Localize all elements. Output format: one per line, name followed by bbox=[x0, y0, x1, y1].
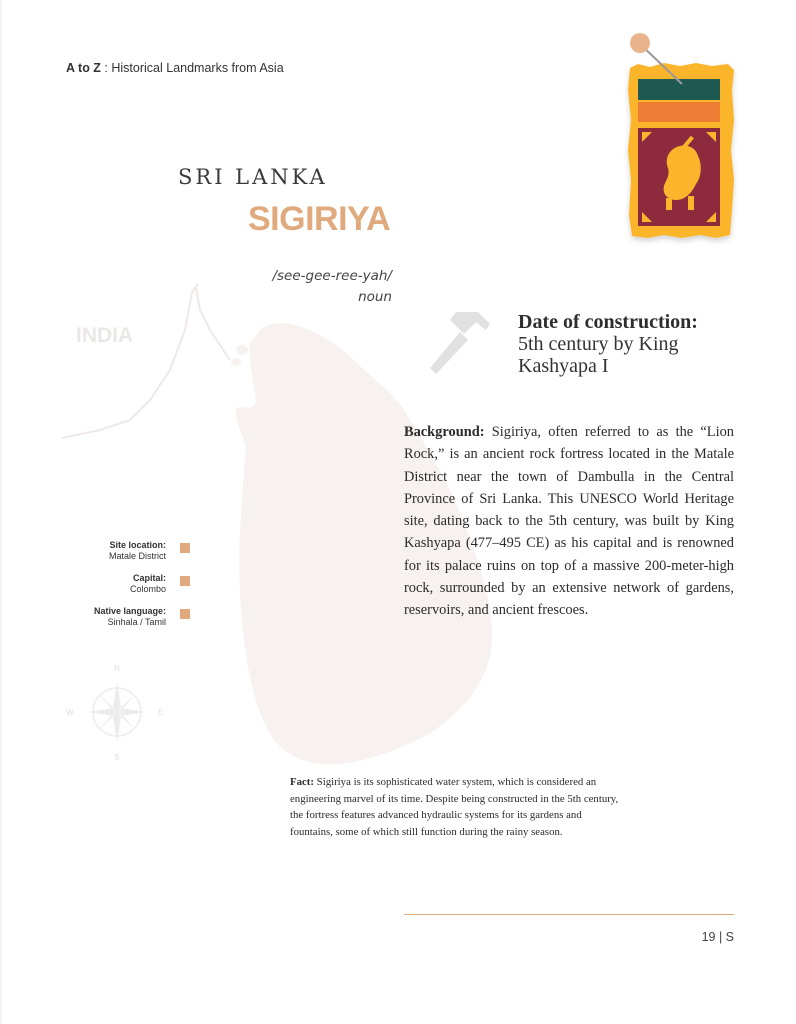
construction-label: Date of construction: bbox=[518, 311, 698, 333]
hammer-icon bbox=[428, 308, 504, 380]
india-coastline bbox=[62, 284, 198, 438]
fact-label: Native language: bbox=[93, 606, 166, 616]
landmark-name: SIGIRIYA bbox=[248, 200, 391, 238]
fact-box-label: Fact: bbox=[290, 776, 314, 788]
part-of-speech: noun bbox=[358, 289, 392, 305]
push-pin-icon bbox=[630, 33, 650, 53]
fact-marker bbox=[180, 609, 190, 619]
footer-rule bbox=[404, 914, 734, 915]
sri-lanka-flag bbox=[620, 30, 740, 245]
fact-paragraph bbox=[290, 774, 620, 840]
fact-site-location bbox=[94, 540, 166, 562]
series-header bbox=[66, 61, 284, 75]
page-number: 19 | S bbox=[701, 930, 734, 944]
fact-marker bbox=[180, 576, 190, 586]
fact-value: Colombo bbox=[129, 584, 166, 594]
background-text: Sigiriya, often referred to as the “Lion Rock,” is an ancient rock fortress located in the Matale District near the town of Dambulla in the Central Province of Sri Lanka. This UNESCO World Heritage site, dating back to the 5th century, was built by King Kashyapa (477–495 CE) as his capital and is renowned for its palace ruins on top of a massive 200-meter-high rock, surrounded by an extensive network of gardens, reservoirs, and ancient frescoes. bbox=[404, 424, 734, 619]
pronunciation: /see-gee-ree-yah/ bbox=[272, 268, 392, 284]
compass-n: N bbox=[114, 664, 120, 673]
background-paragraph bbox=[404, 421, 734, 622]
fact-marker bbox=[180, 543, 190, 553]
india-label: INDIA bbox=[76, 324, 134, 347]
compass-rose-icon bbox=[62, 660, 172, 764]
fact-value: Matale District bbox=[108, 551, 166, 561]
fact-value: Sinhala / Tamil bbox=[107, 617, 166, 627]
compass-w: W bbox=[66, 708, 74, 717]
facts-list bbox=[94, 540, 166, 639]
compass-s: S bbox=[114, 753, 120, 762]
fact-native-language bbox=[94, 606, 166, 628]
country-name: SRI LANKA bbox=[178, 165, 328, 189]
fact-capital bbox=[94, 573, 166, 595]
background-label: Background: bbox=[404, 424, 485, 440]
fact-label: Site location: bbox=[109, 540, 166, 550]
construction-value: 5th century by King Kashyapa I bbox=[518, 333, 679, 377]
series-title-bold: A to Z bbox=[66, 61, 101, 75]
india-coastline-2 bbox=[196, 288, 230, 360]
series-title-rest: : Historical Landmarks from Asia bbox=[100, 61, 284, 75]
pronunciation-block bbox=[272, 266, 392, 308]
compass-e: E bbox=[158, 708, 164, 717]
fact-box-text: Sigiriya is its sophisticated water system, which is considered an engineering marvel of its time. Despite being constructed in the 5th century, the fortress features advanced hydraulic systems for its gardens and fountains, some of which still function during the rainy season. bbox=[290, 776, 619, 838]
fact-label: Capital: bbox=[132, 573, 166, 583]
